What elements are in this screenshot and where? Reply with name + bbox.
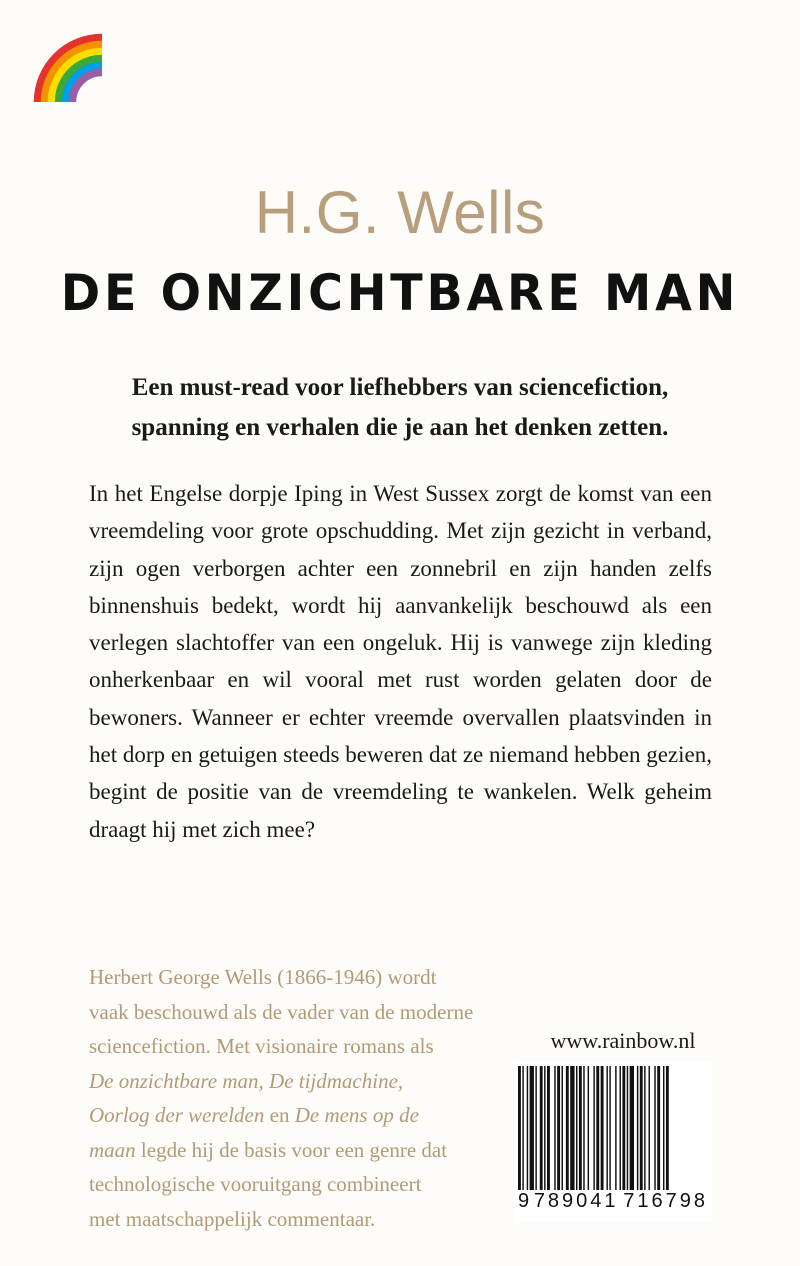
isbn-digit-group: 716798 bbox=[623, 1190, 708, 1212]
book-title-mention: De mens op de bbox=[294, 1103, 419, 1127]
bio-text: technologische vooruitgang combineert bbox=[89, 1172, 422, 1196]
book-title-mention: maan bbox=[89, 1137, 136, 1162]
tagline bbox=[80, 368, 720, 448]
bio-text: met maatschappelijk commentaar. bbox=[89, 1206, 376, 1231]
rainbow-icon bbox=[32, 32, 102, 102]
bio-line bbox=[89, 1133, 489, 1168]
bio-text: , bbox=[258, 1068, 270, 1093]
summary-text: In het Engelse dorpje Iping in West Sussex zorgt de komst van een vreemdeling voor grote opschudding. Met zijn gezicht in verband, zijn ogen verborgen achter een zonnebril en zijn handen zelfs binnenshuis bedekt, wordt hij aanvankelijk beschouwd als een verlegen slachtoffer van een ongeluk. Hij is vanwege zijn kleding onherkenbaar en wil vooral met rust worden gelaten door de bewoners. Wanneer er echter vreemde overvallen plaatsvinden in het dorp en getuigen steeds beweren dat ze niemand hebben gezien, begint de positie van de vreemdeling te wankelen. Welk geheim draagt hij met zich mee? bbox=[89, 481, 712, 842]
barcode bbox=[514, 1062, 712, 1222]
bio-line bbox=[89, 960, 489, 995]
isbn-number bbox=[518, 1190, 708, 1213]
bio-line bbox=[89, 1167, 489, 1202]
bio-text: legde hij de basis voor een genre dat bbox=[135, 1137, 448, 1162]
book-title-mention: De tijdmachine, bbox=[269, 1068, 404, 1093]
bio-line bbox=[89, 1098, 489, 1133]
bio-text: en bbox=[264, 1103, 295, 1127]
author-bio bbox=[89, 960, 489, 1236]
bio-text: sciencefiction. Met visionaire romans als bbox=[89, 1034, 434, 1058]
book-title-mention: De onzichtbare man bbox=[89, 1068, 259, 1093]
publisher-website: www.rainbow.nl bbox=[550, 1028, 696, 1053]
tagline-line: Een must-read voor liefhebbers van sciencefiction, bbox=[131, 374, 669, 401]
bio-line bbox=[89, 995, 489, 1030]
book-title-mention: Oorlog der werelden bbox=[89, 1103, 265, 1127]
bio-text: vaak beschouwd als de vader van de moderne bbox=[89, 999, 474, 1024]
isbn-digit-group: 9 bbox=[518, 1190, 530, 1212]
bio-line bbox=[89, 1202, 489, 1237]
tagline-line: spanning en verhalen die je aan het denken zetten. bbox=[131, 414, 669, 441]
bio-text: Herbert George Wells (1866-1946) wordt bbox=[89, 965, 437, 989]
book-title: DE ONZICHTBARE MAN bbox=[60, 264, 740, 322]
bio-line bbox=[89, 1064, 489, 1099]
bio-line bbox=[89, 1029, 489, 1064]
isbn-digit-group: 789041 bbox=[533, 1190, 619, 1212]
author-name: H.G. Wells bbox=[254, 179, 546, 246]
